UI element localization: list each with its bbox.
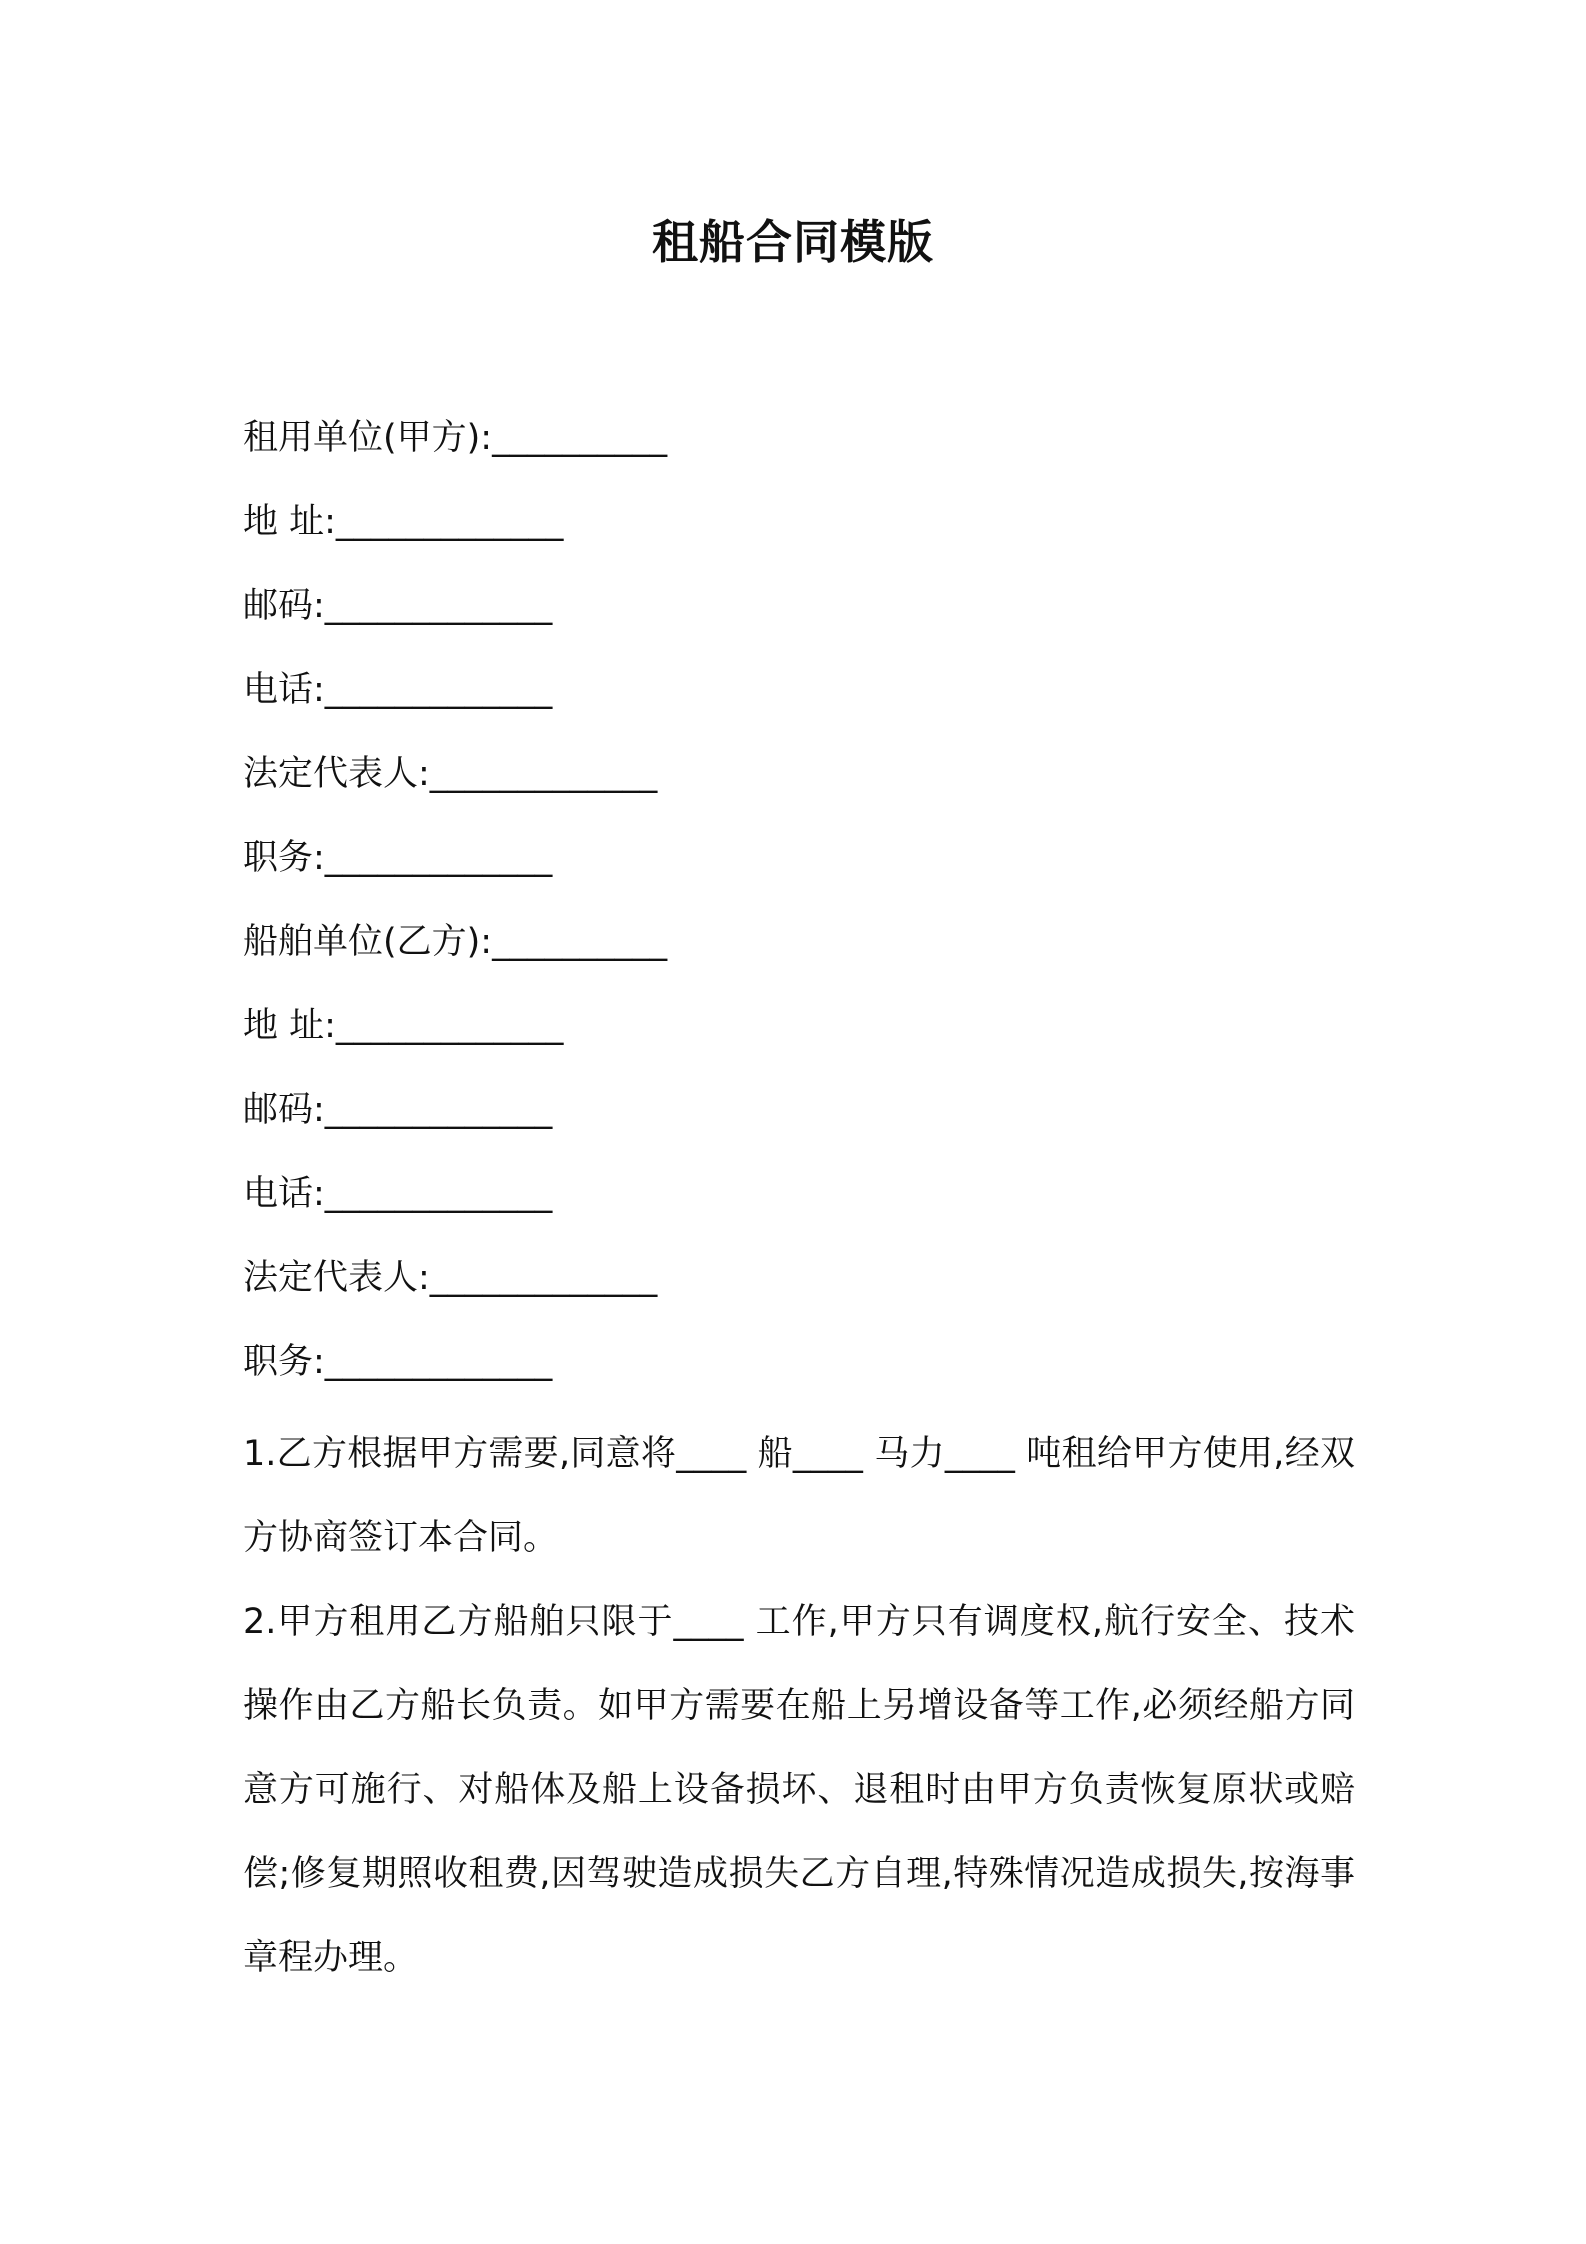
lessee-address-field: 地 址:_____________ [243,502,564,542]
lessee-legal-rep-field: 法定代表人:_____________ [243,754,658,794]
lessee-position-field: 职务:_____________ [243,838,553,878]
party-info-fields [243,408,1363,1416]
ship-position-field: 职务:_____________ [243,1342,553,1382]
ship-phone-field: 电话:_____________ [243,1174,553,1214]
contract-body [243,1412,1355,2000]
lessee-phone-field: 电话:_____________ [243,670,553,710]
clause-1: 1.乙方根据甲方需要,同意将____ 船____ 马力____ 吨租给甲方使用,经双方协商签订本合同。 [243,1434,1355,1558]
ship-address-field: 地 址:_____________ [243,1006,564,1046]
lessee-unit-field: 租用单位(甲方):__________ [243,418,668,458]
ship-unit-field: 船舶单位(乙方):__________ [243,922,668,962]
ship-postcode-field: 邮码:_____________ [243,1090,553,1130]
lessee-postcode-field: 邮码:_____________ [243,586,553,626]
document-title: 租船合同模版 [652,215,934,269]
clause-2: 2.甲方租用乙方船舶只限于____ 工作,甲方只有调度权,航行安全、技术操作由乙方船长负责。如甲方需要在船上另增设备等工作,必须经船方同意方可施行、对船体及船上设备损坏、退租时由甲方负责恢复原状或赔偿;修复期照收租费,因驾驶造成损失乙方自理,特殊情况造成损失,按海事章程办理。 [243,1602,1355,1978]
ship-legal-rep-field: 法定代表人:_____________ [243,1258,658,1298]
